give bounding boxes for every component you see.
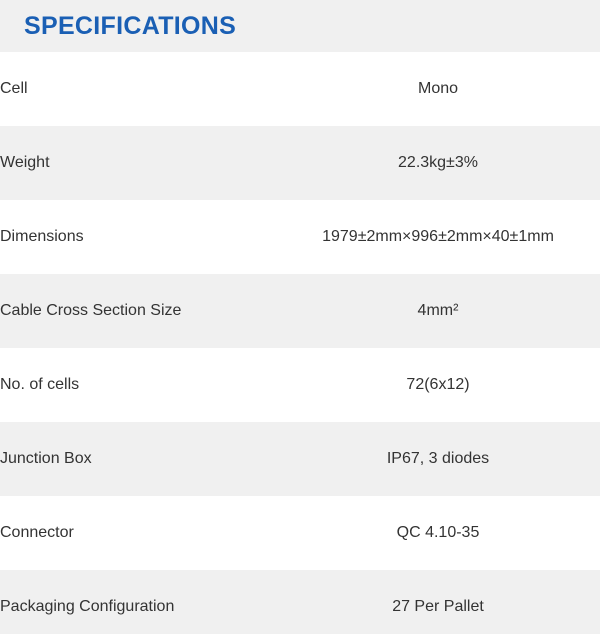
specifications-table (0, 52, 600, 634)
spec-value: QC 4.10-35 (396, 524, 480, 541)
table-row (0, 348, 600, 422)
spec-value: 22.3kg±3% (398, 154, 478, 171)
table-row (0, 52, 600, 126)
spec-value: IP67, 3 diodes (386, 450, 490, 467)
table-row (0, 496, 600, 570)
spec-value: 27 Per Pallet (392, 598, 484, 615)
spec-value: Mono (417, 80, 459, 97)
specifications-header (0, 0, 600, 52)
spec-value: 1979±2mm×996±2mm×40±1mm (322, 228, 554, 245)
table-row (0, 274, 600, 348)
table-row (0, 126, 600, 200)
page-title: SPECIFICATIONS (24, 11, 237, 40)
spec-label: Cell (0, 80, 28, 97)
spec-label: Weight (0, 154, 50, 171)
spec-label: Packaging Configuration (0, 598, 175, 615)
spec-label: Connector (0, 524, 74, 541)
spec-value: 72(6x12) (406, 376, 470, 393)
spec-label: Junction Box (0, 450, 92, 467)
spec-label: No. of cells (0, 376, 80, 393)
spec-label: Dimensions (0, 228, 84, 245)
table-row (0, 422, 600, 496)
spec-label: Cable Cross Section Size (0, 302, 182, 319)
spec-value: 4mm² (417, 302, 459, 319)
table-row (0, 570, 600, 634)
table-row (0, 200, 600, 274)
